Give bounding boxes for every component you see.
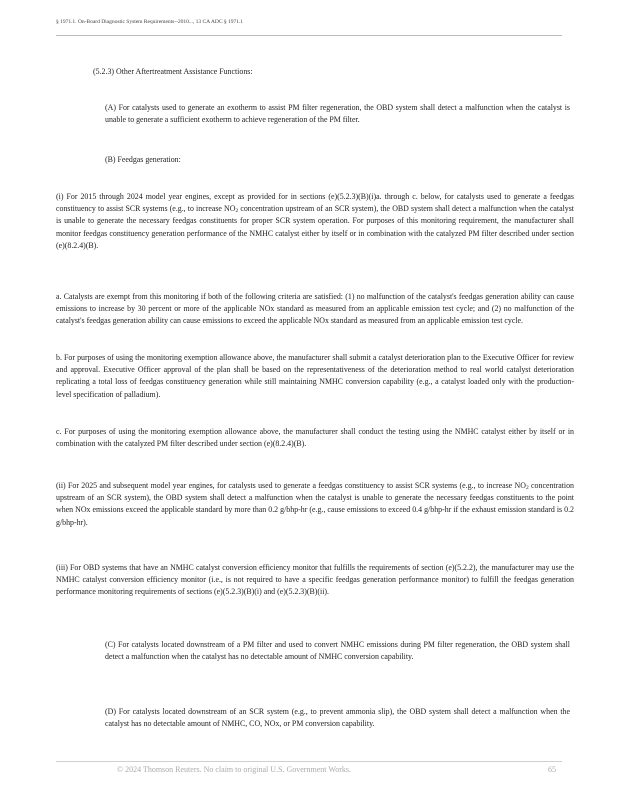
- footer-copyright: © 2024 Thomson Reuters. No claim to original U.S. Government Works.: [117, 765, 352, 774]
- paragraph-i: [56, 191, 574, 252]
- footer-divider: [56, 761, 562, 762]
- page-number: 65: [548, 765, 556, 774]
- header-divider: [56, 35, 562, 36]
- paragraph-ii-text-1: (ii) For 2025 and subsequent model year engines, for catalysts used to generate a feedgas constituency to assist SCR systems (e.g., to increase NO: [56, 481, 526, 490]
- paragraph-ii: [56, 480, 574, 529]
- paragraph-a-lower: a. Catalysts are exempt from this monitoring if both of the following criteria are satisfied: (1) no malfunction of the catalyst's feedgas generation ability can cause emissions to increase by 30 percent or more of the applicable NOx standard as measured from an applicable emission test cycle; and (2) no malfunction of the catalyst's feedgas generation ability can cause emissions to exceed the applicable NOx standard as measured from an applicable emission test cycle.: [56, 292, 574, 326]
- paragraph-ii-text-2: concentration upstream of an SCR system), the OBD system shall detect a malfunction when the catalyst is unable to generate the necessary feedgas constituents to the point when NOx emissions exceed the applicable standard by more than 0.2 g/bhp-hr (e.g., cause emissions to exceed 0.4 g/bhp-hr if the exhaust emission standard is 0.2 g/bhp-hr).: [56, 481, 574, 527]
- paragraph-c-lower: c. For purposes of using the monitoring exemption allowance above, the manufacturer shall conduct the testing using the NMHC catalyst either by itself or in combination with the catalyzed PM filter described under section (e)(8.2.4)(B).: [56, 427, 574, 449]
- section-heading: (5.2.3) Other Aftertreatment Assistance Functions:: [93, 67, 253, 76]
- paragraph-c-upper: (C) For catalysts located downstream of a PM filter and used to convert NMHC emissions during PM filter regeneration, the OBD system shall detect a malfunction when the catalyst has no detectable amount of NMHC conversion capability.: [105, 640, 570, 662]
- paragraph-b-lower: b. For purposes of using the monitoring exemption allowance above, the manufacturer shall submit a catalyst deterioration plan to the Executive Officer for review and approval. Executive Officer approval of the plan shall be based on the representativeness of the deterioration method to real world catalyst deterioration replicating a total loss of feedgas constituency generation while still maintaining NMHC conversion capability (e.g., a catalyst loaded only with the production-level specification of palladium).: [56, 353, 574, 399]
- paragraph-d-upper: (D) For catalysts located downstream of an SCR system (e.g., to prevent ammonia slip), the OBD system shall detect a malfunction when the catalyst has no detectable amount of NMHC, CO, NOx, or PM conversion capability.: [105, 707, 570, 729]
- paragraph-iii: (iii) For OBD systems that have an NMHC catalyst conversion efficiency monitor that fulfills the requirements of section (e)(5.2.2), the manufacturer may use the NMHC catalyst conversion efficiency monitor (i.e., is not required to have a specific feedgas generation performance monitor) to fulfill the feedgas generation performance monitoring requirements of sections (e)(5.2.3)(B)(i) and (e)(5.2.3)(B)(ii).: [56, 563, 574, 597]
- paragraph-i-text-2: concentration upstream of an SCR system), the OBD system shall detect a malfunction when the catalyst is unable to generate the necessary feedgas constituents for proper SCR system operation. For purposes of this monitoring requirement, the manufacturer shall monitor feedgas constituency generation performance of the NMHC catalyst either by itself or in combination with the catalyzed PM filter described under section (e)(8.2.4)(B).: [56, 204, 574, 250]
- running-header: § 1971.1. On-Board Diagnostic System Requirements--2010..., 13 CA ADC § 1971.1: [56, 19, 244, 25]
- paragraph-i-subscript: 2: [235, 208, 239, 215]
- paragraph-b-heading: (B) Feedgas generation:: [105, 155, 181, 164]
- paragraph-ii-subscript: 2: [525, 485, 529, 491]
- paragraph-i-text-1: (i) For 2015 through 2024 model year engines, except as provided for in sections (e)(5.2.3)(B)(i)a. through c. below, for catalysts used to generate a feedgas constituency to assist SCR systems (e.g., to increase NO: [56, 192, 574, 214]
- paragraph-a-upper: (A) For catalysts used to generate an exotherm to assist PM filter regeneration, the OBD system shall detect a malfunction when the catalyst is unable to generate a sufficient exotherm to achieve regeneration of the PM filter.: [105, 103, 570, 125]
